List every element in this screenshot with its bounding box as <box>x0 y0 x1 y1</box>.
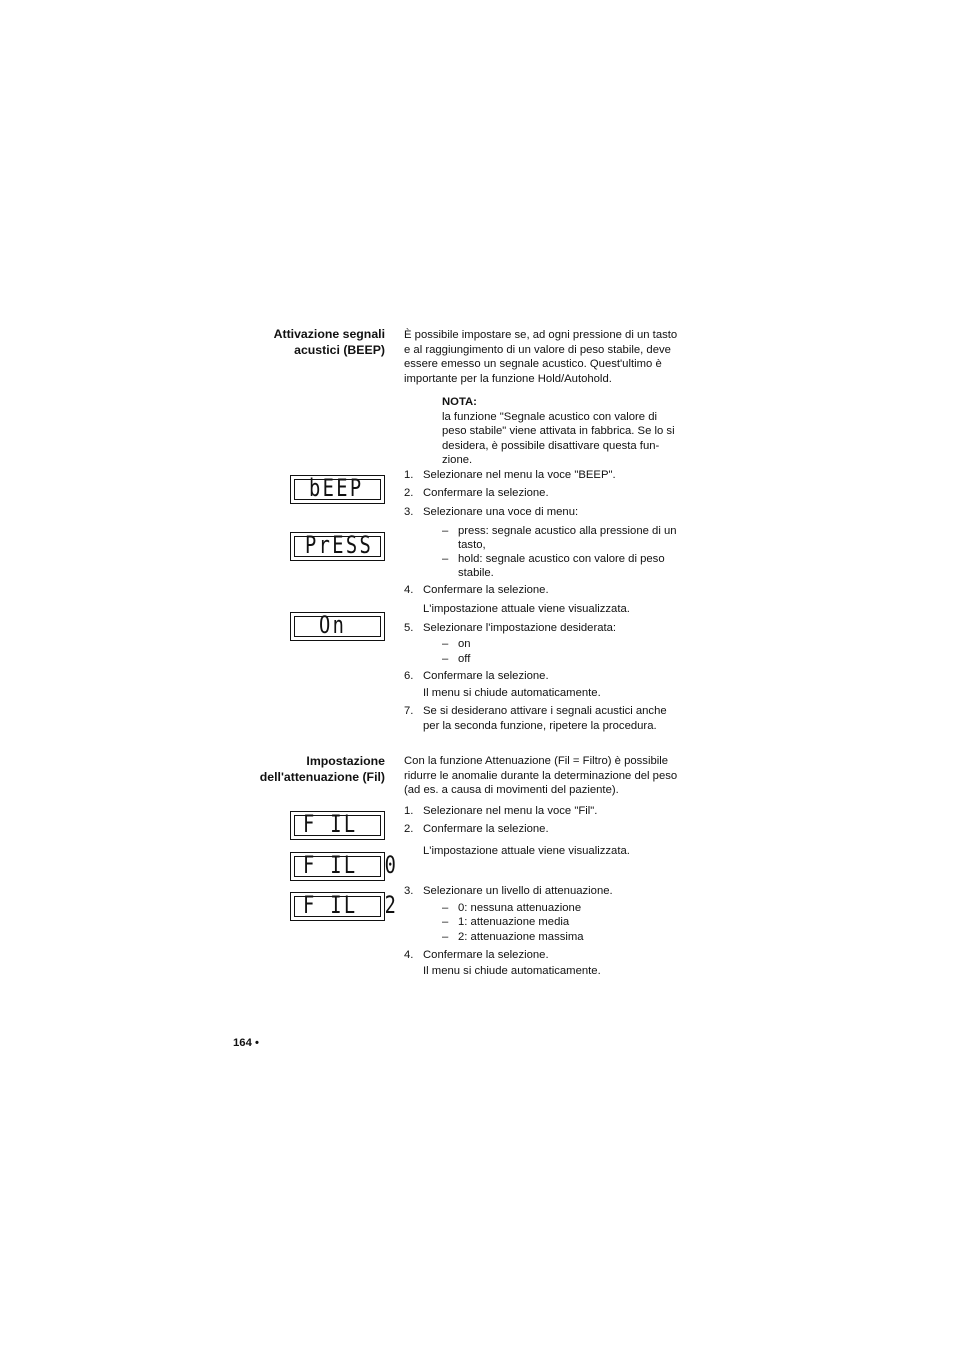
bullet-dash: – <box>442 638 449 650</box>
step-text: Se si desiderano attivare i segnali acustici anche <box>423 705 667 717</box>
bullet-dash: – <box>442 931 449 943</box>
step-number: 4. <box>404 949 414 961</box>
sub-item: 0: nessuna attenuazione <box>458 902 582 914</box>
step-number: 3. <box>404 506 414 518</box>
note-box: NOTA: la funzione "Segnale acustico con valore di peso stabile" viene attivata in fabbrica. Se lo si desidera, è possibile disattivare questa fun- zione. <box>442 396 675 467</box>
step-subtext: L'impostazione attuale viene visualizzata. <box>423 603 630 615</box>
step-subtext: Il menu si chiude automaticamente. <box>423 687 601 699</box>
lcd-display-press <box>290 532 385 561</box>
step-subtext: Il menu si chiude automaticamente. <box>423 965 601 977</box>
lcd-text: F IL 2 <box>303 891 399 919</box>
step-number: 6. <box>404 670 414 682</box>
step-subtext: L'impostazione attuale viene visualizzata. <box>423 845 630 857</box>
bullet-dash: – <box>442 553 449 565</box>
step-text: Confermare la selezione. <box>423 487 549 499</box>
lcd-text: F IL 0 <box>303 851 399 879</box>
sub-item: hold: segnale acustico con valore di peso <box>458 553 665 565</box>
sub-item: 1: attenuazione media <box>458 916 570 928</box>
step-number: 2. <box>404 487 414 499</box>
step-number: 4. <box>404 584 414 596</box>
lcd-text: bEEP <box>309 474 364 502</box>
sub-item: press: segnale acustico alla pressione di un <box>458 525 677 537</box>
step-text: Confermare la selezione. <box>423 584 549 596</box>
bullet-dash: – <box>442 653 449 665</box>
sub-item: 2: attenuazione massima <box>458 931 584 943</box>
step-number: 3. <box>404 885 414 897</box>
intro-paragraph-beep: È possibile impostare se, ad ogni pressione di un tasto e al raggiungimento di un valore di peso stabile, deve essere emesso un segnale acustico. Quest'ultimo è importante per la funzione Hold/Autohold. <box>404 329 678 385</box>
step-number: 5. <box>404 622 414 634</box>
section-heading-beep: Attivazione segnali acustici (BEEP) <box>273 327 385 357</box>
intro-paragraph-fil: Con la funzione Attenuazione (Fil = Filtro) è possibile ridurre le anomalie durante la determinazione del peso (ad es. a causa di movimenti del paziente). <box>404 755 678 797</box>
lcd-text: On <box>319 611 347 639</box>
step-number: 2. <box>404 823 414 835</box>
sub-item: stabile. <box>458 567 494 579</box>
page-number: 164 • <box>233 1037 259 1049</box>
lcd-display-fil-2 <box>290 891 399 921</box>
section-heading-fil: Impostazione dell'attenuazione (Fil) <box>259 754 385 784</box>
step-text: Confermare la selezione. <box>423 823 549 835</box>
step-text: Selezionare un livello di attenuazione. <box>423 885 613 897</box>
lcd-display-fil-0 <box>290 851 399 881</box>
sub-item: on <box>458 638 471 650</box>
lcd-text: F IL <box>303 810 358 838</box>
step-text: Selezionare nel menu la voce "Fil". <box>423 805 598 817</box>
lcd-display-on <box>290 612 385 641</box>
bullet-dash: – <box>442 902 449 914</box>
sub-item: tasto, <box>458 539 486 551</box>
step-number: 1. <box>404 469 414 481</box>
lcd-text: PrESS <box>305 531 374 559</box>
step-text: Selezionare nel menu la voce "BEEP". <box>423 469 616 481</box>
step-text: Selezionare l'impostazione desiderata: <box>423 622 617 634</box>
step-text: per la seconda funzione, ripetere la procedura. <box>423 720 657 732</box>
step-text: Confermare la selezione. <box>423 949 549 961</box>
step-text: Confermare la selezione. <box>423 670 549 682</box>
step-number: 7. <box>404 705 414 717</box>
bullet-dash: – <box>442 525 449 537</box>
step-text: Selezionare una voce di menu: <box>423 506 579 518</box>
sub-item: off <box>458 653 471 665</box>
bullet-dash: – <box>442 916 449 928</box>
lcd-display-fil <box>290 811 385 840</box>
note-title: NOTA: <box>442 396 477 408</box>
step-number: 1. <box>404 805 414 817</box>
lcd-display-beep <box>290 475 385 504</box>
